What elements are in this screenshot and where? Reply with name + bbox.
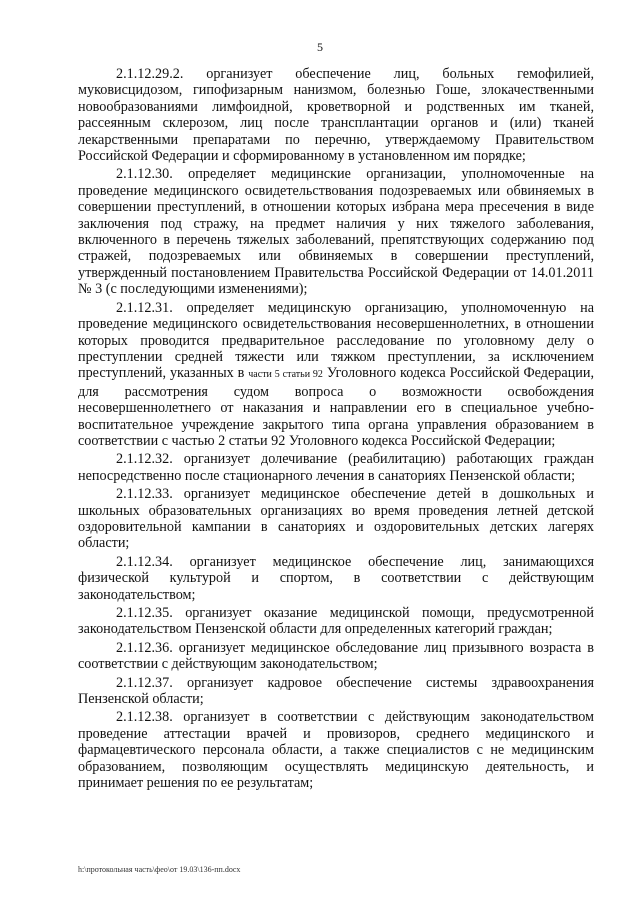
paragraph-2-1-12-36: 2.1.12.36. организует медицинское обследование лиц призывного возраста в соответствии с действующим законодательством; [78, 639, 594, 673]
footer-file-path: h:\протокольная часть\фео\от 19.03\136-пп.docx [78, 865, 241, 874]
page-number: 5 [317, 40, 323, 54]
paragraph-2-1-12-31 [78, 300, 594, 450]
paragraph-2-1-12-35: 2.1.12.35. организует оказание медицинской помощи, предусмотренной законодательством Пензенской области для определенных категорий граждан; [78, 605, 594, 638]
paragraph-2-1-12-38: 2.1.12.38. организует в соответствии с действующим законодательством проведение аттестации врачей и провизоров, среднего медицинского и фармацевтического персонала области, а также специалистов с не медицинским образованием, позволяющим осуществлять медицинскую деятельность, и принимает решения по ее результатам; [78, 709, 594, 792]
paragraph-2-1-12-30: 2.1.12.30. определяет медицинские организации, уполномоченные на проведение медицинского освидетельствования подозреваемых или обвиняемых в совершении преступлений, в отношении которых избрана мера пресечения в виде заключения под стражу, на предмет наличия у них тяжелого заболевания, включенного в перечень тяжелых заболеваний, препятствующих содержанию под стражей, подозреваемых или обвиняемых в совершении преступлений, утвержденный постановлением Правительства Российской Федерации от 14.01.2011 № 3 (с последующими изменениями); [78, 166, 594, 298]
paragraph-2-1-12-33: 2.1.12.33. организует медицинское обеспечение детей в дошкольных и школьных образовательных организациях во время проведения летней детской оздоровительной кампании в санаториях и оздоровительных детских лагерях области; [78, 486, 594, 552]
paragraph-2-1-12-37: 2.1.12.37. организует кадровое обеспечение системы здравоохранения Пензенской области; [78, 674, 594, 708]
paragraph-text-end: Уголовного кодекса Российской Федерации, для рассмотрения судом вопроса о возможности освобождения несовершеннолетнего от наказания и направлении его в специальное учебно-воспитательное учреждение закрытого типа органа управления образованием в соответствии с частью 2 статьи 92 Уголовного кодекса Российской Федерации; [78, 365, 595, 449]
document-body [78, 66, 594, 793]
legal-reference-small: части 5 статьи 92 [248, 369, 323, 381]
paragraph-2-1-12-32: 2.1.12.32. организует долечивание (реабилитацию) работающих граждан непосредственно после стационарного лечения в санаториях Пензенской области; [78, 451, 594, 484]
paragraph-2-1-12-34: 2.1.12.34. организует медицинское обеспечение лиц, занимающихся физической культурой и спортом, в соответствии с действующим законодательством; [78, 553, 594, 603]
paragraph-text-start: 2.1.12.31. определяет медицинскую организацию, уполномоченную на проведение медицинского освидетельствования несовершеннолетних, в отношении которых проводится предварительное расследование по уголовному делу о преступлении средней тяжести или тяжком преступлении, за исключением преступлений, указанных в [78, 299, 594, 382]
paragraph-2-1-12-29-2: 2.1.12.29.2. организует обеспечение лиц, больных гемофилией, муковисцидозом, гипофизарным нанизмом, болезнью Гоше, злокачественными новообразованиями лимфоидной, кроветворной и родственных им тканей, рассеянным склерозом, лиц после трансплантации органов и (или) тканей лекарственными препаратами по перечню, утверждаемому Правительством Российской Федерации и сформированному в установленном им порядке; [78, 66, 594, 165]
